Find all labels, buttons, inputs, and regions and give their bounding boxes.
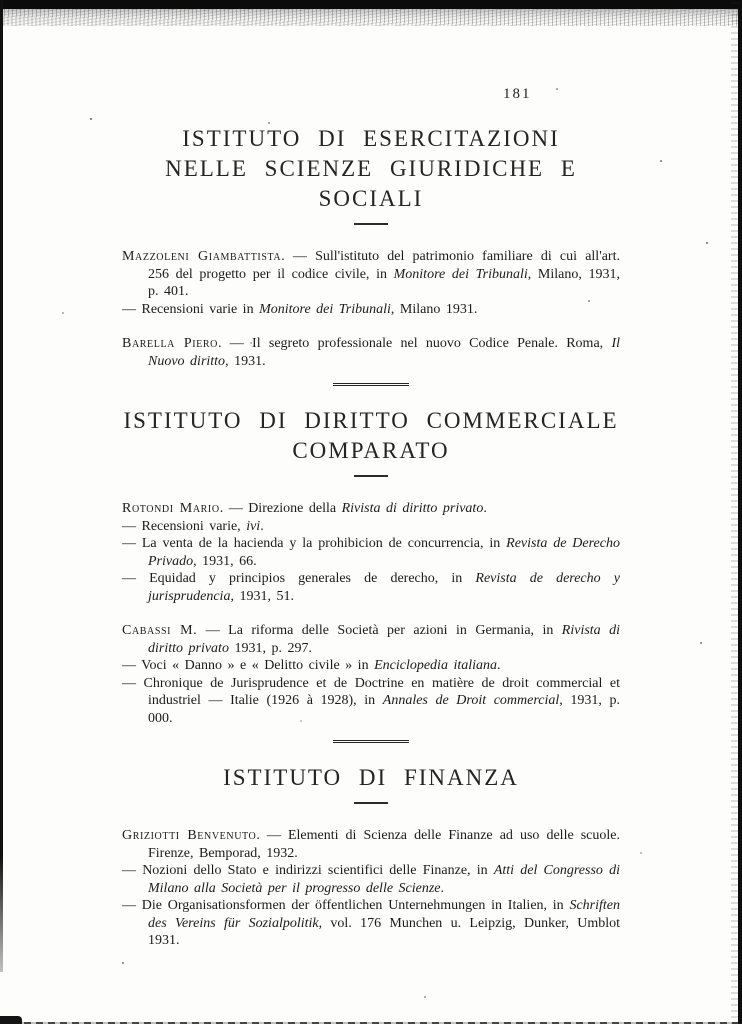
text-segment-normal: , 1931, 51. [230, 588, 294, 604]
text-segment-normal: , Milano, 1931, p. 401. [148, 266, 620, 299]
entry-paragraph [122, 248, 620, 301]
text-segment-smallcaps: Mazzoleni Giambattista [122, 249, 282, 264]
text-segment-normal: . — Sull'istituto del patrimonio familiare di cui all'art. 256 del progetto per il codice civile, in [148, 249, 620, 282]
text-segment-normal: — La riforma delle Società per azioni in Germania, in [197, 623, 562, 638]
section-title-line: ISTITUTO DI ESERCITAZIONI [182, 126, 560, 151]
title-rule [354, 223, 388, 225]
text-segment-normal: , 1931. [225, 353, 266, 369]
text-segment-smallcaps: Griziotti Benvenuto [122, 828, 257, 843]
title-rule [354, 475, 388, 477]
text-segment-smallcaps: Barella Piero [122, 336, 218, 351]
text-segment-italic: Revista de derecho y jurisprudencia [148, 571, 620, 604]
text-segment-normal: — Chronique de Jurisprudence et de Doctrine en matière de droit commercial et industriel — Italie (1926 à 1928), in [122, 675, 620, 708]
text-segment-italic: Annales de Droit commercial [382, 693, 560, 708]
entry-paragraph [122, 335, 620, 370]
section-divider [333, 740, 409, 743]
text-segment-normal: , 1931, 66. [193, 553, 257, 569]
section-title-line: NELLE SCIENZE GIURIDICHE E SOCIALI [165, 156, 577, 211]
entry-paragraph [122, 657, 620, 675]
scan-corner-mark [0, 1016, 22, 1024]
text-segment-smallcaps: Rotondi Mario [122, 501, 220, 516]
text-segment-normal: . — Direzione della [219, 501, 342, 516]
entry-paragraph [122, 862, 620, 897]
entry-paragraph [122, 675, 620, 728]
section-title [122, 124, 620, 214]
text-segment-normal: . [483, 501, 487, 516]
entry-paragraph [122, 622, 620, 657]
entry-paragraph [122, 897, 620, 950]
entry-paragraph [122, 535, 620, 570]
content [122, 124, 620, 950]
entry-paragraph [122, 827, 620, 862]
text-segment-normal: — Voci « Danno » e « Delitto civile » in [122, 658, 375, 673]
text-segment-smallcaps: Cabassi M. [122, 623, 198, 638]
scan-right-edge-bar [738, 0, 742, 1024]
text-segment-italic: Schriften des Vereins für Sozialpolitik [148, 898, 620, 931]
page-number: 181 [503, 86, 532, 102]
text-segment-italic: Rivista di diritto privato [341, 501, 484, 516]
text-segment-normal: , 1931, p. 000. [148, 693, 620, 726]
scan-right-noise-band [731, 0, 738, 1024]
text-segment-normal: — Recensioni varie, [122, 518, 247, 534]
entry-paragraph [122, 570, 620, 605]
section-title-line: COMPARATO [292, 438, 450, 463]
text-segment-normal: — La venta de la hacienda y la prohibicion de concurrencia, in [122, 536, 507, 551]
section [122, 763, 620, 950]
scan-top-edge-bar [0, 0, 742, 9]
text-segment-italic: Rivista di diritto privato [148, 623, 621, 656]
text-segment-italic: Enciclopedia italiana [374, 658, 497, 673]
text-segment-normal: — Nozioni dello Stato e indirizzi scientifici delle Finanze, in [122, 863, 494, 878]
text-segment-normal: . [497, 658, 501, 673]
text-segment-italic: Monitore dei Tribunali [393, 266, 528, 282]
section-title-line: ISTITUTO DI FINANZA [223, 765, 519, 790]
bibliography-entry [122, 248, 620, 318]
text-segment-normal: . — Il segreto professionale nel nuovo Codice Penale. Roma, [217, 336, 612, 351]
entry-paragraph [122, 518, 620, 536]
entry-paragraph [122, 301, 620, 319]
text-segment-italic: Atti del Congresso di Milano alla Società per il progresso delle Scienze [148, 863, 620, 896]
text-segment-italic: Monitore dei Tribunali [259, 301, 391, 317]
bibliography-entry [122, 500, 620, 605]
section-title-line: ISTITUTO DI DIRITTO COMMERCIALE [123, 408, 619, 433]
bibliography-entry [122, 622, 620, 727]
bibliography-entry [122, 335, 620, 370]
text-segment-italic: Revista de Derecho Privado [148, 536, 620, 569]
title-rule [354, 802, 388, 804]
bibliography-entry [122, 827, 620, 950]
text-segment-normal: 1931, p. 297. [228, 640, 312, 656]
scan-left-edge-line [0, 0, 3, 972]
section [122, 406, 620, 727]
text-segment-normal: , vol. 176 Munchen u. Leipzig, Dunker, Umblot 1931. [148, 915, 620, 948]
scan-speckles [0, 0, 2, 2]
text-segment-italic: ivi [246, 518, 261, 534]
scan-top-noise-band [0, 9, 742, 26]
text-segment-italic: Il Nuovo diritto [148, 336, 620, 369]
text-segment-normal: — Die Organisationsformen der öffentlichen Unternehmungen in Italien, in [122, 898, 570, 913]
text-segment-normal: — Equidad y principios generales de derecho, in [122, 571, 476, 586]
section [122, 124, 620, 370]
section-title [122, 406, 620, 466]
text-segment-normal: . [260, 518, 264, 534]
entry-paragraph [122, 500, 620, 518]
text-segment-normal: — Recensioni varie in [122, 301, 260, 317]
section-title [122, 763, 620, 793]
text-segment-normal: . — Elementi di Scienza delle Finanze ad uso delle scuole. Firenze, Bemporad, 1932. [148, 828, 620, 861]
text-segment-normal: . [440, 880, 445, 896]
text-segment-normal: , Milano 1931. [390, 301, 478, 317]
section-divider [333, 383, 409, 386]
